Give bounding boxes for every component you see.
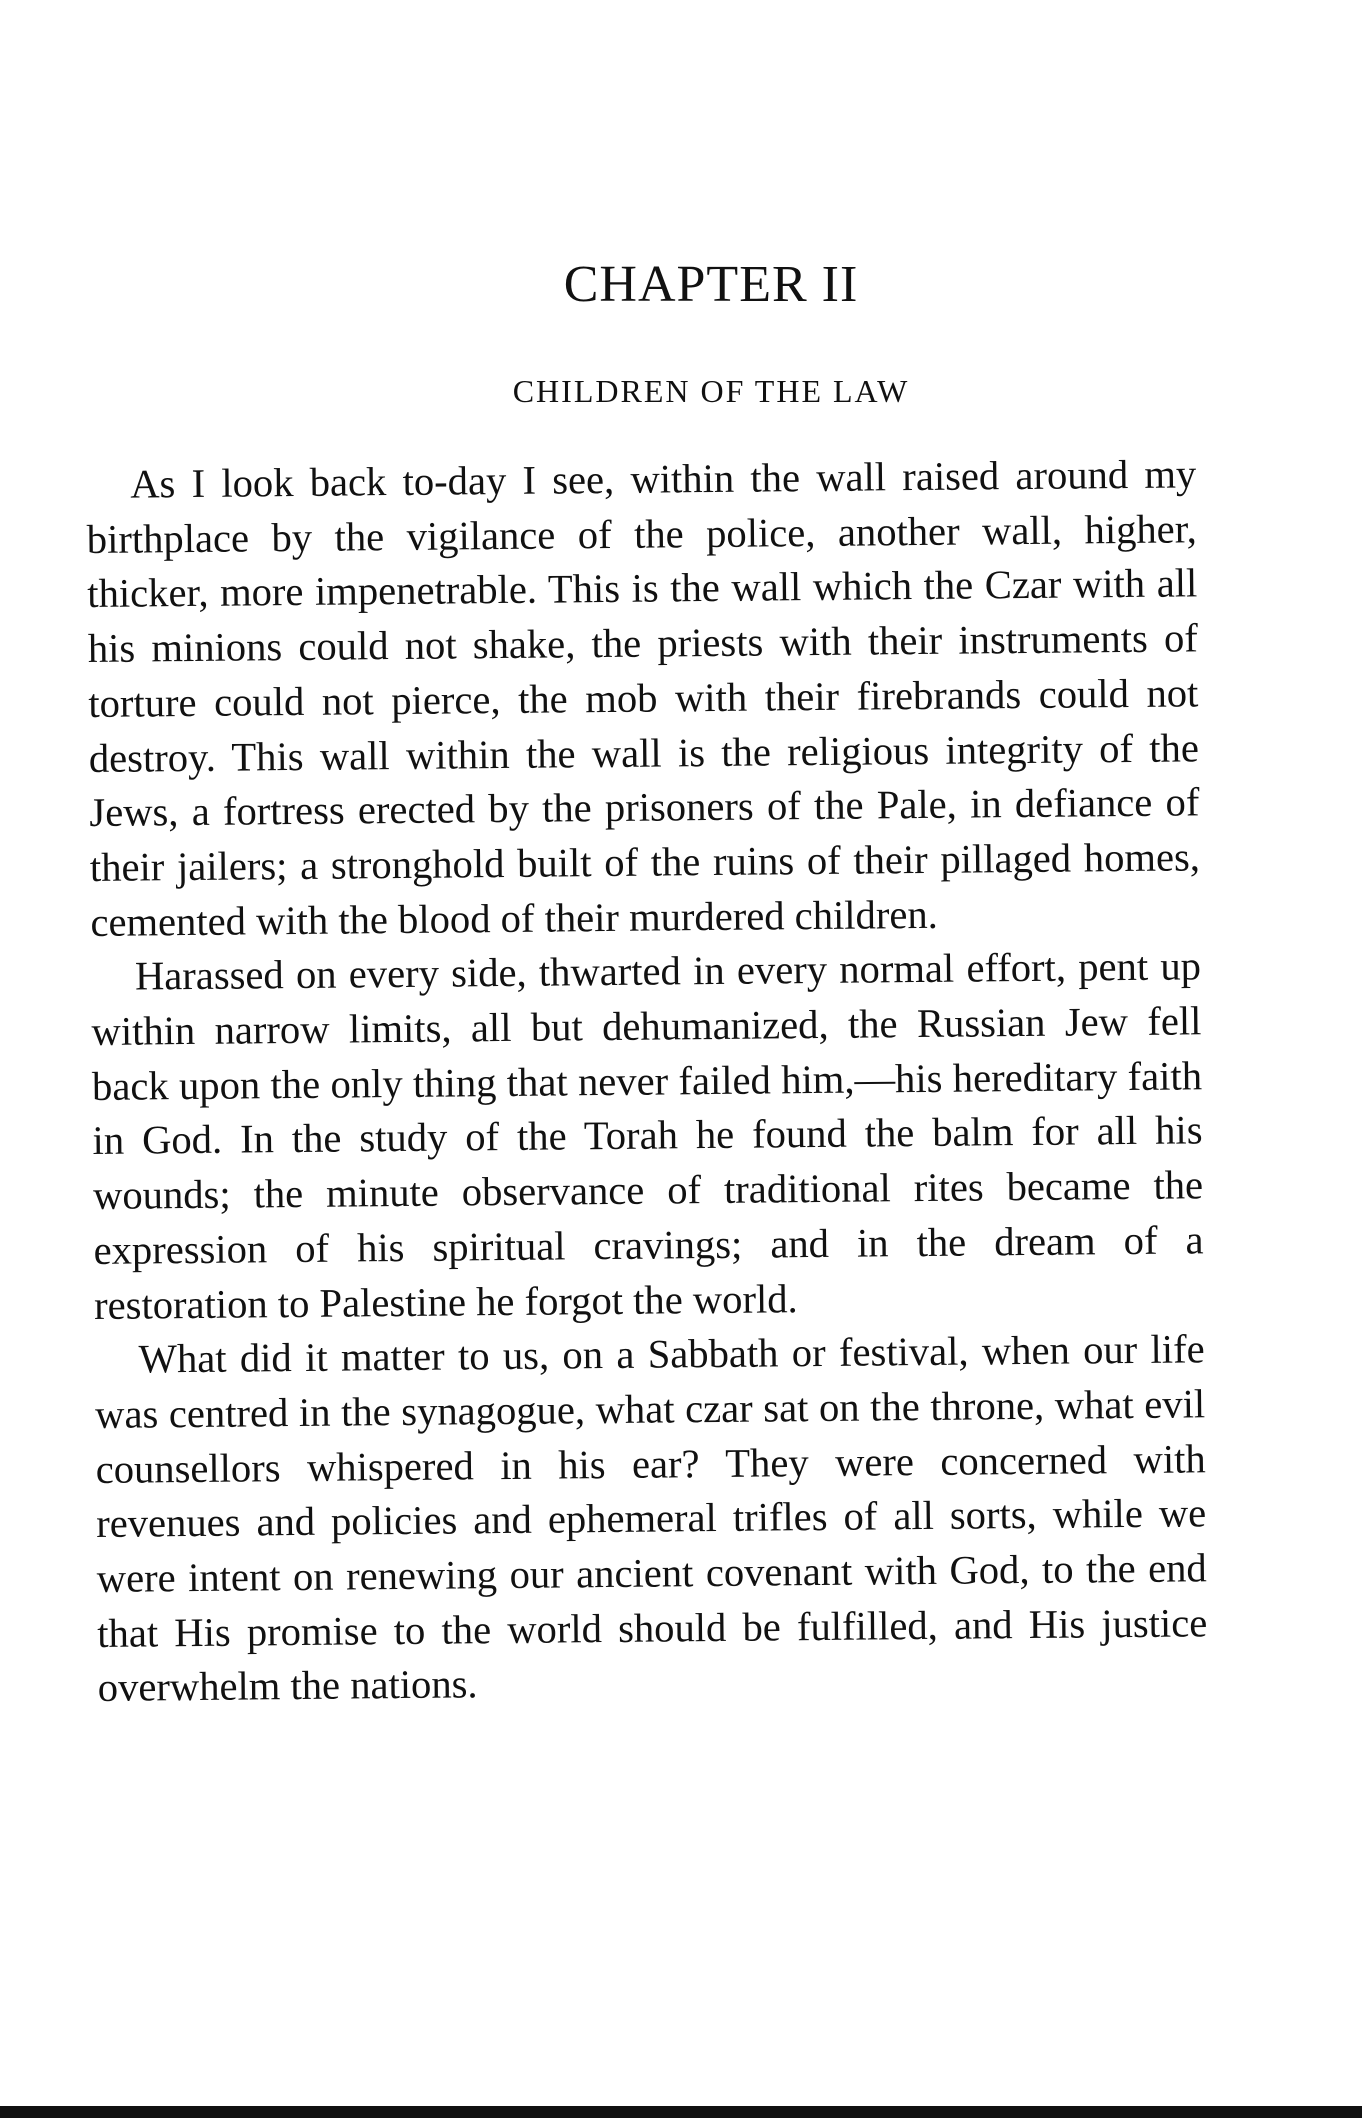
paragraph: What did it matter to us, on a Sabbath or festival, when our life was centred in the synagogue, what czar sat on the throne, what evil counsellors whispered in his ear? They were concerned with revenues and policies and ephemeral trifles of all sorts, while we were intent on renewing our ancient covenant with God, to the end that His promise to the world should be fulfilled, and His justice overwhelm the nations.	[94, 1326, 1208, 1711]
page-bottom-edge	[0, 2106, 1362, 2118]
chapter-subtitle: CHILDREN OF THE LAW	[512, 373, 910, 409]
paragraph: As I look back to-day I see, within the wall raised around my birthplace by the vigilance of the police, another wall, higher, thicker, more impenetrable. This is the wall which the Czar with all his minions could not shake, the priests with their instruments of torture could not pierce, the mob with their firebrands could not destroy. This wall within the wall is the religious integrity of the Jews, a fortress erected by the prisoners of the Pale, in defiance of their jailers; a stronghold built of the ruins of their pillaged homes, cemented with the blood of their murdered children.	[86, 451, 1201, 945]
chapter-title: CHAPTER II	[563, 256, 859, 313]
chapter-body	[86, 447, 1208, 1716]
paragraph: Harassed on every side, thwarted in every normal effort, pent up within narrow limits, all but dehumanized, the Russian Jew fell back upon the only thing that never failed him,—his hereditary faith in God. In the study of the Torah he found the balm for all his wounds; the minute observance of traditional rites became the expression of his spiritual cravings; and in the dream of a restoration to Palestine he forgot the world.	[91, 943, 1204, 1328]
